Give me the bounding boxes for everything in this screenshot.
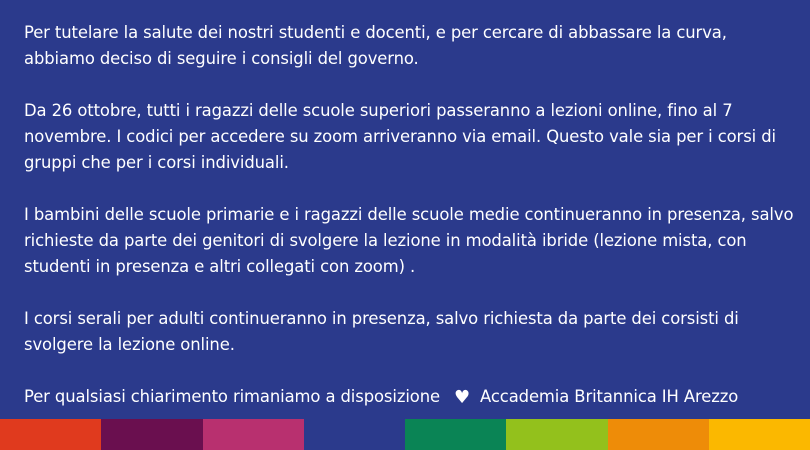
heart-icon: ♥ <box>454 387 471 408</box>
paragraph-online-lessons: Da 26 ottobre, tutti i ragazzi delle scuole superiori passeranno a lezioni online, fino al 7 novembre. I codici per accedere su zoom arriveranno via email. Questo vale sia per i corsi di gruppi che per i corsi individuali. <box>24 101 776 172</box>
stripe-segment-orange <box>608 419 709 450</box>
paragraph-primary-middle-schools: I bambini delle scuole primarie e i ragazzi delle scuole medie continueranno in presenza, salvo richieste da parte dei genitori di svolgere la lezione in modalità ibride (lezione mista, con studenti in presenza e altri collegati con zoom) . <box>24 205 794 276</box>
stripe-segment-red <box>0 419 101 450</box>
stripe-segment-blue <box>304 419 405 450</box>
closing-line <box>24 384 794 411</box>
color-stripe-bar <box>0 419 810 450</box>
paragraph-safety: Per tutelare la salute dei nostri studenti e docenti, e per cercare di abbassare la curva, abbiamo deciso di seguire i consigli del governo. <box>24 23 727 68</box>
stripe-segment-yellow <box>709 419 810 450</box>
stripe-segment-magenta <box>203 419 304 450</box>
stripe-segment-lime <box>506 419 607 450</box>
stripe-segment-green <box>405 419 506 450</box>
stripe-segment-plum <box>101 419 202 450</box>
signature: Accademia Britannica IH Arezzo <box>480 387 739 406</box>
announcement-text <box>24 20 794 411</box>
paragraph-adult-courses: I corsi serali per adulti continueranno in presenza, salvo richiesta da parte dei corsisti di svolgere la lezione online. <box>24 309 739 354</box>
closing-text: Per qualsiasi chiarimento rimaniamo a disposizione <box>24 387 440 406</box>
